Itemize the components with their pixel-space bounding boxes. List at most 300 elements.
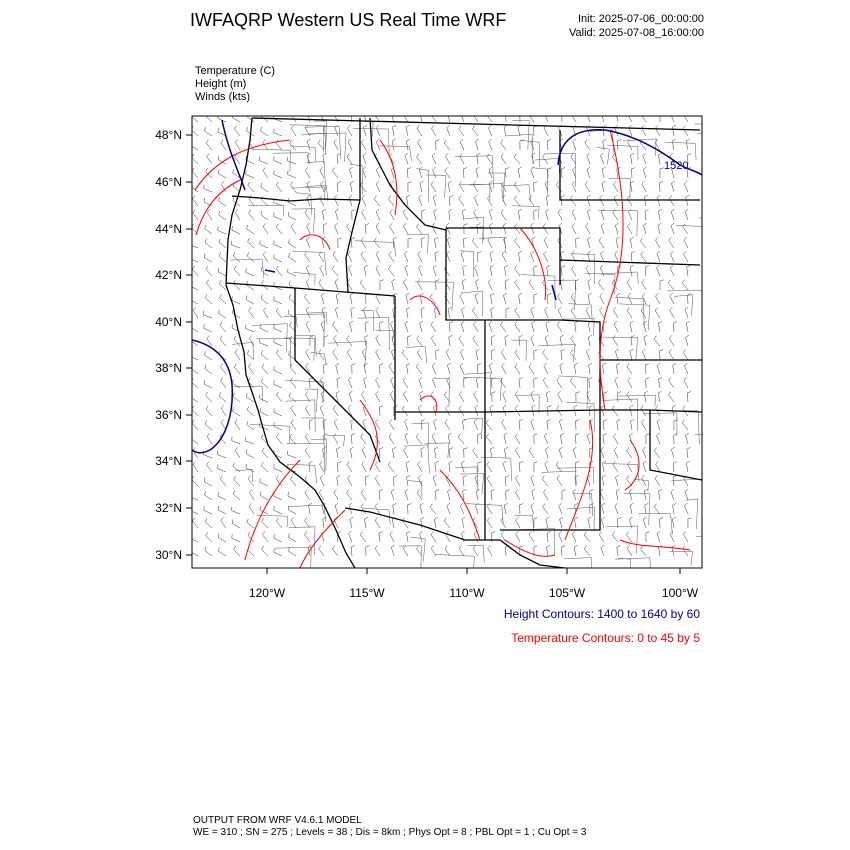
wind-barb bbox=[628, 464, 633, 472]
wind-barb bbox=[432, 366, 436, 374]
wind-barb-flag bbox=[614, 307, 617, 310]
wind-barb-flag bbox=[645, 266, 649, 268]
wind-barb-flag bbox=[207, 335, 209, 338]
wind-barb bbox=[659, 491, 661, 500]
wind-barb-flag bbox=[543, 489, 546, 492]
wind-barb bbox=[274, 342, 282, 346]
wind-barb-flag bbox=[307, 195, 310, 198]
wind-barb-flag bbox=[655, 307, 658, 310]
wind-barb-flag bbox=[477, 363, 481, 365]
wind-barb-flag bbox=[419, 265, 422, 268]
wind-barb-flag bbox=[529, 447, 531, 450]
wind-barb-flag bbox=[360, 532, 362, 535]
wind-barb bbox=[248, 550, 254, 556]
wind-barb-flag bbox=[503, 405, 506, 407]
lat-tick-label: 44°N bbox=[155, 222, 182, 236]
wind-barb bbox=[375, 521, 380, 529]
wind-barb-flag bbox=[586, 349, 589, 352]
wind-barb-flag bbox=[688, 518, 692, 519]
wind-barb-flag bbox=[234, 364, 236, 367]
wind-barb bbox=[232, 441, 240, 445]
wind-barb-flag bbox=[506, 308, 510, 309]
wind-barb bbox=[290, 367, 296, 374]
wind-barb bbox=[431, 338, 436, 346]
wind-barb-flag bbox=[572, 181, 575, 184]
wind-barb bbox=[546, 547, 548, 556]
wind-barb-flag bbox=[573, 447, 576, 449]
wind-barb bbox=[474, 198, 478, 206]
wind-barb-flag bbox=[362, 349, 365, 352]
wind-barb bbox=[599, 241, 604, 248]
wind-barb-flag bbox=[232, 520, 233, 524]
wind-barb-flag bbox=[261, 211, 262, 215]
wind-barb-flag bbox=[612, 406, 614, 409]
wind-barb-flag bbox=[671, 447, 674, 449]
wind-barb bbox=[627, 282, 632, 290]
wind-barb bbox=[515, 241, 521, 248]
wind-barb bbox=[603, 463, 605, 472]
wind-barb-flag bbox=[476, 279, 479, 281]
wind-barb-flag bbox=[586, 265, 589, 268]
wind-barb bbox=[514, 185, 520, 192]
wind-barb-flag bbox=[364, 265, 368, 267]
wind-barb-flag bbox=[672, 405, 675, 407]
wind-barb-flag bbox=[515, 475, 518, 478]
wind-barb-flag bbox=[532, 405, 535, 407]
wind-barb bbox=[335, 211, 338, 220]
wind-barb bbox=[670, 310, 674, 318]
wind-barb-flag bbox=[505, 265, 509, 267]
wind-barb bbox=[404, 394, 409, 402]
wind-barb-flag bbox=[658, 391, 661, 393]
wind-barb-flag bbox=[489, 363, 492, 365]
wind-barb-flag bbox=[380, 280, 384, 281]
wind-barb-flag bbox=[333, 251, 335, 254]
wind-barb-flag bbox=[670, 153, 673, 156]
wind-barb bbox=[655, 478, 660, 486]
wind-barb bbox=[192, 480, 198, 486]
wind-barb bbox=[334, 142, 338, 150]
county-line bbox=[511, 340, 526, 361]
county-line bbox=[674, 295, 693, 316]
wind-barb-flag bbox=[602, 363, 606, 365]
wind-barb-flag bbox=[435, 251, 439, 253]
wind-barb-flag bbox=[333, 433, 336, 436]
wind-barb-flag bbox=[670, 307, 673, 310]
wind-barb-flag bbox=[654, 448, 656, 451]
wind-barb-flag bbox=[529, 363, 532, 366]
wind-barb-flag bbox=[628, 377, 631, 380]
county-line bbox=[601, 337, 638, 359]
wind-barb-flag bbox=[626, 532, 628, 535]
wind-barb bbox=[472, 311, 478, 318]
wind-barb-flag bbox=[491, 307, 495, 309]
wind-barb bbox=[190, 511, 198, 515]
wind-barb bbox=[670, 534, 674, 542]
wind-barb-flag bbox=[205, 491, 206, 495]
wind-barb-flag bbox=[571, 154, 573, 157]
wind-barb-flag bbox=[629, 517, 632, 519]
wind-barb bbox=[532, 323, 534, 332]
wind-barb bbox=[261, 215, 268, 220]
wind-barb bbox=[376, 212, 380, 220]
wind-barb bbox=[671, 212, 674, 221]
wind-barb bbox=[291, 128, 296, 136]
wind-barb-flag bbox=[585, 181, 588, 184]
wind-barb-flag bbox=[642, 293, 645, 296]
county-line bbox=[564, 558, 592, 569]
county-line bbox=[275, 547, 311, 571]
wind-barb-flag bbox=[630, 265, 633, 267]
wind-barb bbox=[433, 478, 436, 487]
wind-barb-flag bbox=[660, 112, 664, 113]
county-line bbox=[408, 481, 422, 497]
wind-barb-flag bbox=[501, 209, 503, 212]
wind-barb-flag bbox=[684, 363, 687, 366]
wind-barb-flag bbox=[531, 167, 534, 170]
wind-barb bbox=[332, 269, 338, 276]
wind-barb bbox=[332, 171, 338, 178]
wind-barb-flag bbox=[291, 125, 294, 128]
wind-barb bbox=[486, 423, 492, 430]
wind-barb bbox=[288, 161, 296, 164]
wind-barb-flag bbox=[205, 112, 207, 116]
wind-barb bbox=[435, 253, 436, 262]
wind-barb-flag bbox=[616, 475, 619, 477]
wind-barb bbox=[307, 240, 311, 248]
wind-barb bbox=[672, 183, 675, 192]
wind-barb-flag bbox=[476, 349, 479, 351]
wind-barb-flag bbox=[376, 265, 379, 268]
wind-barb-flag bbox=[501, 531, 504, 534]
wind-barb bbox=[405, 268, 408, 277]
wind-barb-flag bbox=[261, 183, 262, 187]
wind-barb bbox=[529, 535, 534, 543]
wind-barb bbox=[643, 170, 646, 179]
wind-barb bbox=[459, 129, 464, 136]
wind-barb bbox=[207, 465, 213, 472]
county-line bbox=[284, 338, 315, 361]
wind-barb-flag bbox=[656, 461, 659, 464]
wind-barb-flag bbox=[290, 434, 292, 438]
wind-barb-flag bbox=[548, 168, 552, 169]
wind-barb bbox=[434, 211, 436, 220]
wind-barb-flag bbox=[657, 195, 660, 198]
wind-barb bbox=[376, 338, 380, 346]
wind-barb bbox=[463, 477, 464, 486]
wind-barb bbox=[305, 213, 310, 220]
wind-barb bbox=[688, 295, 689, 304]
wind-barb bbox=[519, 379, 520, 388]
wind-barb-flag bbox=[234, 546, 236, 550]
county-line bbox=[465, 217, 484, 244]
wind-barb-flag bbox=[376, 335, 379, 338]
wind-barb bbox=[444, 143, 450, 150]
wind-barb bbox=[288, 202, 296, 206]
wind-barb bbox=[546, 519, 548, 528]
wind-barb-flag bbox=[449, 335, 453, 337]
wind-barb bbox=[432, 380, 436, 388]
wind-barb bbox=[447, 128, 450, 136]
wind-barb-flag bbox=[249, 308, 251, 311]
wind-barb bbox=[221, 367, 227, 374]
wind-barb bbox=[276, 227, 282, 234]
wind-barb-flag bbox=[192, 266, 194, 269]
county-line bbox=[618, 558, 631, 592]
wind-barb bbox=[235, 353, 240, 361]
wind-barb bbox=[307, 226, 310, 234]
wind-barb bbox=[487, 520, 492, 528]
wind-barb bbox=[361, 255, 366, 262]
wind-barb bbox=[321, 324, 324, 333]
wind-barb-flag bbox=[247, 127, 248, 131]
wind-barb-flag bbox=[486, 434, 488, 437]
wind-barb bbox=[336, 365, 338, 374]
wind-barb bbox=[391, 380, 394, 388]
wind-barb bbox=[405, 492, 408, 501]
wind-barb bbox=[233, 494, 240, 500]
wind-barb-flag bbox=[546, 195, 550, 197]
wind-barb-flag bbox=[501, 349, 504, 352]
wind-barb bbox=[558, 394, 562, 402]
wind-barb-flag bbox=[575, 461, 579, 463]
wind-barb-flag bbox=[276, 224, 278, 227]
wind-barb-flag bbox=[617, 293, 621, 295]
wind-barb bbox=[288, 455, 296, 458]
wind-barb bbox=[491, 351, 492, 360]
wind-barb-flag bbox=[446, 349, 449, 352]
wind-barb-flag bbox=[445, 419, 448, 422]
wind-barb bbox=[205, 551, 212, 556]
wind-barb bbox=[434, 519, 436, 528]
wind-barb-flag bbox=[461, 111, 464, 114]
wind-barb-flag bbox=[337, 475, 341, 477]
wind-barb-flag bbox=[274, 548, 275, 552]
wind-barb-flag bbox=[404, 251, 407, 254]
wind-barb bbox=[190, 145, 198, 150]
wind-barb bbox=[631, 253, 632, 262]
wind-barb bbox=[362, 212, 366, 220]
wind-barb-flag bbox=[247, 421, 248, 425]
wind-barb-flag bbox=[205, 225, 206, 229]
wind-barb-flag bbox=[247, 519, 248, 523]
wind-barb-flag bbox=[206, 532, 208, 536]
wind-barb bbox=[348, 142, 352, 150]
wind-barb-flag bbox=[349, 265, 352, 268]
wind-barb bbox=[274, 174, 282, 178]
county-line bbox=[566, 507, 594, 531]
wind-barb-flag bbox=[474, 531, 477, 534]
county-line bbox=[624, 494, 650, 525]
wind-barb-flag bbox=[627, 476, 629, 479]
wind-barb bbox=[627, 451, 632, 458]
wind-barb-flag bbox=[447, 111, 450, 113]
wind-barb-flag bbox=[673, 322, 677, 324]
wind-barb bbox=[562, 547, 563, 556]
wind-barb bbox=[505, 337, 506, 346]
wind-barb-flag bbox=[642, 447, 645, 450]
wind-barb bbox=[504, 127, 506, 136]
wind-barb bbox=[190, 286, 198, 290]
wind-barb bbox=[602, 477, 604, 486]
wind-barb bbox=[361, 185, 367, 192]
wind-barb-flag bbox=[308, 111, 311, 113]
wind-barb-flag bbox=[503, 293, 506, 295]
wind-barb bbox=[449, 463, 450, 472]
wind-barb-flag bbox=[546, 321, 549, 323]
wind-barb bbox=[274, 538, 282, 542]
wind-barb bbox=[586, 310, 590, 318]
wind-barb-flag bbox=[405, 265, 408, 267]
wind-barb-flag bbox=[261, 127, 262, 131]
wind-barb bbox=[306, 324, 310, 332]
wind-barb-flag bbox=[672, 125, 676, 127]
wind-barb-flag bbox=[515, 363, 518, 366]
wind-barb bbox=[274, 496, 282, 500]
wind-barb bbox=[320, 408, 324, 416]
wind-barb-flag bbox=[193, 461, 196, 464]
wind-barb bbox=[673, 463, 674, 472]
county-line bbox=[696, 536, 722, 561]
wind-barb bbox=[560, 435, 562, 444]
wind-barb-flag bbox=[547, 140, 551, 142]
wind-barb-flag bbox=[557, 406, 559, 409]
wind-barb bbox=[393, 239, 394, 248]
wind-barb-flag bbox=[305, 209, 307, 212]
wind-barb bbox=[657, 366, 660, 375]
wind-barb-flag bbox=[646, 378, 650, 379]
wind-barb-flag bbox=[516, 517, 519, 520]
wind-barb-flag bbox=[560, 433, 564, 435]
wind-barb bbox=[206, 409, 212, 416]
wind-barb bbox=[612, 535, 618, 542]
wind-barb bbox=[420, 113, 422, 122]
wind-barb bbox=[641, 549, 646, 556]
wind-barb-flag bbox=[658, 153, 662, 155]
wind-barb bbox=[487, 479, 492, 486]
wind-barb-flag bbox=[190, 352, 191, 356]
wind-barb-flag bbox=[351, 434, 355, 436]
wind-barb bbox=[588, 239, 591, 248]
wind-barb bbox=[529, 451, 534, 458]
wind-barb-flag bbox=[603, 420, 607, 422]
wind-barb-flag bbox=[324, 336, 328, 337]
wind-barb bbox=[474, 212, 478, 220]
wind-barb bbox=[531, 478, 534, 486]
wind-barb bbox=[262, 451, 268, 458]
county-line bbox=[600, 272, 639, 284]
wind-barb bbox=[421, 519, 422, 528]
county-line bbox=[460, 251, 474, 278]
wind-barb-flag bbox=[391, 111, 394, 113]
wind-barb-flag bbox=[463, 475, 467, 477]
wind-barb bbox=[515, 408, 520, 416]
wind-barb-flag bbox=[684, 181, 687, 184]
wind-barb-flag bbox=[361, 489, 364, 492]
wind-barb bbox=[643, 464, 646, 473]
wind-barb-flag bbox=[321, 391, 324, 393]
wind-barb bbox=[219, 242, 226, 248]
wind-barb-flag bbox=[319, 349, 321, 352]
wind-barb-flag bbox=[643, 153, 646, 156]
wind-barb bbox=[519, 337, 520, 346]
wind-barb-flag bbox=[504, 503, 508, 505]
county-line bbox=[634, 479, 649, 491]
wind-barb bbox=[516, 492, 521, 500]
wind-barb-flag bbox=[406, 195, 410, 197]
wind-barb bbox=[322, 309, 324, 318]
wind-barb bbox=[673, 323, 674, 332]
wind-barb bbox=[307, 198, 310, 206]
wind-barb-flag bbox=[642, 475, 645, 478]
wind-barb-flag bbox=[234, 336, 236, 340]
wind-barb-flag bbox=[206, 266, 208, 269]
wind-barb bbox=[502, 422, 506, 430]
wind-barb-flag bbox=[436, 140, 440, 141]
wind-barb bbox=[669, 338, 674, 346]
wind-barb-flag bbox=[405, 433, 408, 435]
wind-barb-flag bbox=[641, 111, 644, 114]
county-line bbox=[465, 373, 491, 396]
wind-barb bbox=[475, 268, 479, 276]
wind-barb-flag bbox=[390, 321, 393, 324]
wind-barb bbox=[247, 256, 254, 262]
wind-barb bbox=[361, 492, 366, 500]
wind-barb bbox=[491, 337, 492, 346]
wind-barb bbox=[615, 254, 618, 262]
wind-barb bbox=[276, 353, 282, 360]
wind-barb bbox=[477, 253, 478, 262]
wind-barb bbox=[518, 169, 520, 178]
wind-barb-flag bbox=[644, 489, 648, 491]
wind-barb bbox=[405, 422, 409, 430]
wind-barb-flag bbox=[448, 307, 452, 309]
wind-barb bbox=[435, 463, 436, 472]
wind-barb bbox=[477, 155, 478, 164]
wind-barb bbox=[520, 505, 521, 514]
wind-barb-flag bbox=[672, 545, 675, 547]
wind-barb bbox=[333, 255, 338, 263]
wind-barb-flag bbox=[434, 447, 438, 449]
wind-barb-flag bbox=[407, 363, 411, 365]
wind-barb-flag bbox=[629, 125, 632, 128]
wind-barb bbox=[487, 157, 492, 164]
wind-barb bbox=[190, 538, 198, 542]
wind-barb bbox=[232, 118, 240, 123]
wind-barb-flag bbox=[432, 363, 435, 366]
wind-barb bbox=[305, 408, 310, 416]
wind-barb bbox=[262, 550, 268, 557]
wind-barb bbox=[291, 409, 296, 416]
wind-barb bbox=[246, 441, 254, 444]
wind-barb bbox=[658, 211, 660, 220]
wind-barb bbox=[616, 491, 618, 500]
wind-barb bbox=[248, 186, 254, 193]
wind-barb bbox=[348, 478, 352, 486]
wind-barb bbox=[333, 353, 338, 360]
wind-barb-flag bbox=[685, 307, 688, 310]
wind-barb-flag bbox=[305, 391, 308, 394]
wind-barb bbox=[461, 533, 464, 542]
wind-barb bbox=[204, 384, 212, 388]
wind-barb-flag bbox=[449, 461, 453, 463]
wind-barb-flag bbox=[433, 475, 436, 477]
wind-barb bbox=[543, 492, 548, 500]
wind-barb bbox=[656, 240, 661, 248]
wind-barb-flag bbox=[584, 532, 586, 535]
county-line bbox=[467, 545, 485, 562]
wind-barb bbox=[306, 310, 310, 318]
